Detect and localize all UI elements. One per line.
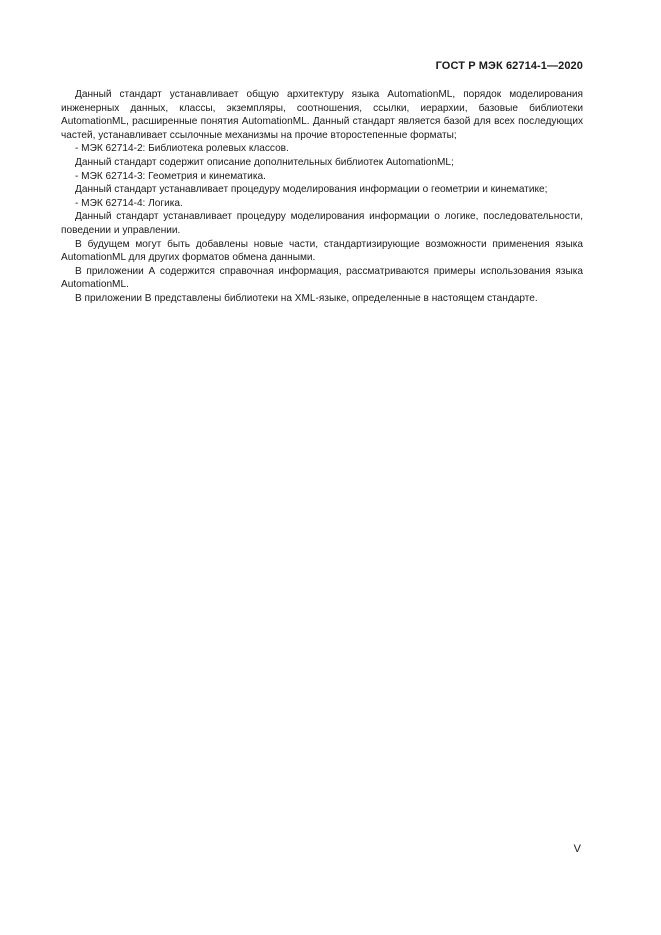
paragraph-part-3-description: Данный стандарт устанавливает процедуру моделирования информации о геометрии и кинематике;: [75, 184, 548, 196]
document-body: [61, 88, 583, 306]
document-header: ГОСТ Р МЭК 62714-1—2020: [435, 60, 583, 72]
list-item-part-4: - МЭК 62714-4: Логика.: [75, 197, 183, 209]
paragraph-future-parts: В будущем могут быть добавлены новые части, стандартизирующие возможности применения языка AutomationML для других форматов обмена данными.: [61, 238, 583, 264]
paragraph-annex-a: В приложении А содержится справочная информация, рассматриваются примеры использования языка AutomationML.: [61, 265, 583, 291]
paragraph-part-4-description: Данный стандарт устанавливает процедуру моделирования информации о логике, последовательности, поведении и управлении.: [61, 211, 583, 236]
list-item-part-3: - МЭК 62714-3: Геометрия и кинематика.: [75, 170, 266, 182]
list-item-part-2: - МЭК 62714-2: Библиотека ролевых классов.: [75, 143, 289, 155]
page-number: V: [573, 843, 581, 855]
paragraph-annex-b: В приложении В представлены библиотеки на XML-языке, определенные в настоящем стандарте.: [75, 292, 538, 304]
paragraph-part-2-description: Данный стандарт содержит описание дополнительных библиотек AutomationML;: [75, 156, 454, 168]
paragraph-architecture: Данный стандарт устанавливает общую архитектуру языка AutomationML, порядок моделирования инженерных данных, классы, экземпляры, соотношения, ссылки, иерархии, базовые библиотеки AutomationML, расширенные понятия AutomationML. Данный стандарт является базой для всех последующих частей, устанавливает ссылочные механизмы на прочие второстепенные форматы;: [61, 89, 583, 141]
